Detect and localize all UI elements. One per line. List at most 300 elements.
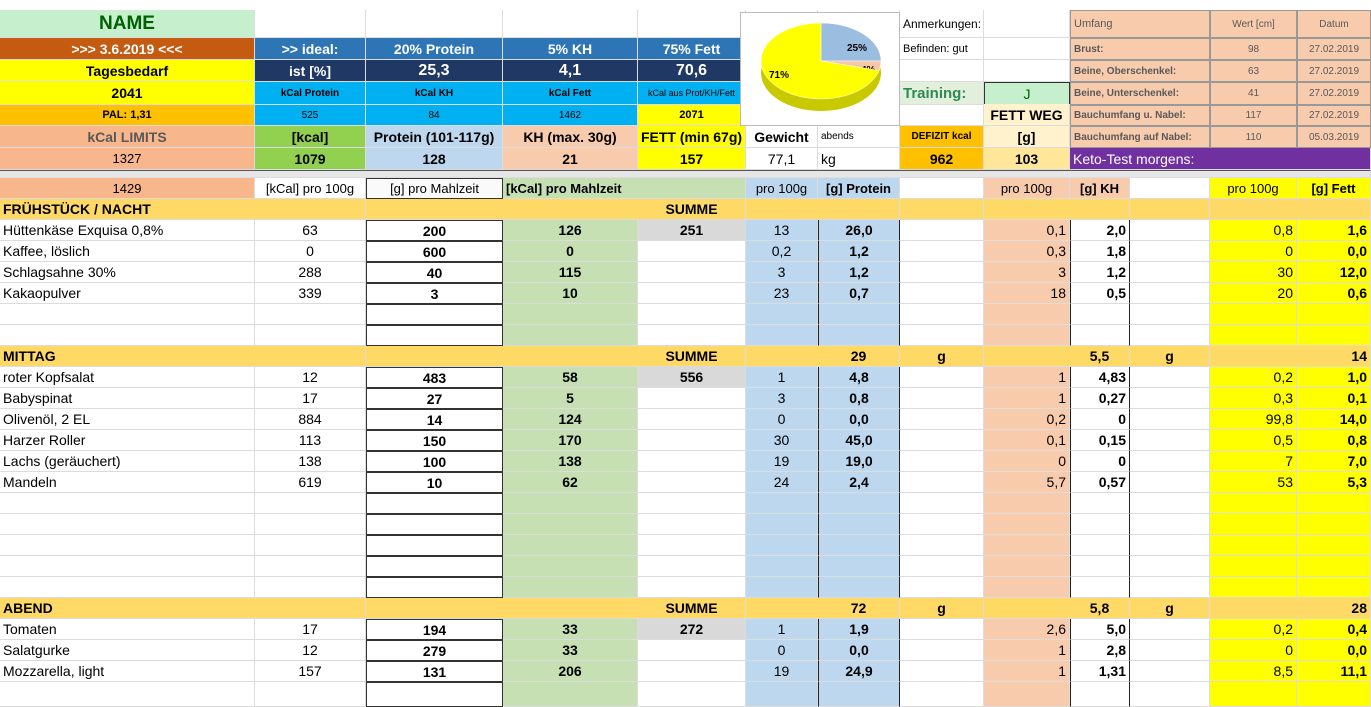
header-pro100-f[interactable]: pro 100g — [1210, 178, 1297, 199]
column-fill[interactable] — [984, 514, 1070, 535]
grid-cell[interactable] — [638, 556, 746, 577]
food-fett-100g[interactable]: 53 — [1210, 472, 1297, 493]
column-fill[interactable] — [984, 304, 1070, 325]
food-kh-100g[interactable]: 1 — [984, 661, 1070, 682]
food-kh-100g[interactable]: 18 — [984, 283, 1070, 304]
column-fill[interactable] — [984, 325, 1070, 346]
food-sum[interactable]: 556 — [638, 367, 746, 388]
kcal-fett-label[interactable]: kCal Fett — [503, 82, 638, 105]
grid-cell[interactable] — [900, 430, 984, 451]
grid-cell[interactable] — [900, 105, 984, 126]
grid-cell[interactable] — [1130, 388, 1210, 409]
measure-wert[interactable]: 110 — [1210, 126, 1297, 148]
ideal-label[interactable]: >> ideal: — [255, 38, 366, 60]
food-kh[interactable]: 0 — [1070, 451, 1130, 472]
grid-cell[interactable] — [1130, 241, 1210, 262]
food-protein[interactable]: 26,0 — [818, 220, 900, 241]
food-fett[interactable]: 0,4 — [1297, 619, 1371, 640]
food-fett[interactable]: 14,0 — [1297, 409, 1371, 430]
food-protein-100g[interactable]: 19 — [746, 451, 818, 472]
column-fill[interactable] — [746, 535, 818, 556]
measure-wert[interactable]: 98 — [1210, 38, 1297, 60]
grid-cell[interactable] — [1130, 304, 1210, 325]
food-name[interactable]: Harzer Roller — [0, 430, 255, 451]
column-fill[interactable] — [503, 514, 638, 535]
column-fill[interactable] — [1297, 535, 1371, 556]
food-kcal[interactable]: 170 — [503, 430, 638, 451]
food-fett[interactable]: 5,3 — [1297, 472, 1371, 493]
food-kcal-100g[interactable]: 113 — [255, 430, 366, 451]
column-fill[interactable] — [1297, 325, 1371, 346]
grid-cell[interactable] — [0, 493, 255, 514]
grid-cell[interactable] — [900, 60, 984, 82]
kh-column[interactable] — [1070, 535, 1130, 556]
food-fett[interactable]: 0,8 — [1297, 430, 1371, 451]
grams-column[interactable] — [366, 556, 503, 577]
column-fill[interactable] — [1297, 514, 1371, 535]
abends-label[interactable]: abends — [818, 126, 900, 148]
food-protein[interactable]: 0,0 — [818, 409, 900, 430]
grams-column[interactable] — [366, 325, 503, 346]
protein-column[interactable] — [818, 535, 900, 556]
food-name[interactable]: Hüttenkäse Exquisa 0,8% — [0, 220, 255, 241]
fett-min[interactable]: FETT (min 67g) — [638, 126, 746, 148]
kcal-protein[interactable]: 525 — [255, 105, 366, 126]
food-name[interactable]: Mozzarella, light — [0, 661, 255, 682]
grams-column[interactable] — [366, 493, 503, 514]
grid-cell[interactable] — [900, 451, 984, 472]
grid-cell[interactable] — [900, 472, 984, 493]
food-kh-100g[interactable]: 2,6 — [984, 619, 1070, 640]
protein-value[interactable]: 128 — [366, 148, 503, 170]
grid-cell[interactable] — [1130, 682, 1210, 707]
kh-max[interactable]: KH (max. 30g) — [503, 126, 638, 148]
grid-cell[interactable] — [900, 661, 984, 682]
section-g-unit[interactable]: g — [1130, 598, 1210, 619]
fett-value[interactable]: 157 — [638, 148, 746, 170]
food-fett[interactable]: 0,1 — [1297, 388, 1371, 409]
grid-cell[interactable] — [0, 535, 255, 556]
measure-wert[interactable]: 41 — [1210, 82, 1297, 105]
food-fett[interactable]: 0,0 — [1297, 640, 1371, 661]
column-fill[interactable] — [746, 577, 818, 598]
gewicht-label[interactable]: Gewicht — [746, 126, 818, 148]
food-kh[interactable]: 0,57 — [1070, 472, 1130, 493]
section-g-unit[interactable]: g — [1130, 346, 1210, 367]
food-kh-100g[interactable]: 0,3 — [984, 241, 1070, 262]
kcal-unit[interactable]: [kcal] — [255, 126, 366, 148]
food-grams[interactable]: 131 — [366, 661, 503, 682]
food-kcal-100g[interactable]: 157 — [255, 661, 366, 682]
food-grams[interactable]: 200 — [366, 220, 503, 241]
measure-datum[interactable]: 27.02.2019 — [1297, 60, 1371, 82]
kcal-total[interactable]: 2071 — [638, 105, 746, 126]
column-fill[interactable] — [503, 556, 638, 577]
spacer-row[interactable] — [0, 170, 1371, 178]
grid-cell[interactable] — [900, 367, 984, 388]
header-umfang[interactable]: Umfang — [1070, 10, 1210, 38]
food-kh[interactable]: 2,8 — [1070, 640, 1130, 661]
food-kh[interactable]: 1,31 — [1070, 661, 1130, 682]
grid-cell[interactable] — [1130, 535, 1210, 556]
grid-cell[interactable] — [900, 535, 984, 556]
food-kcal-100g[interactable]: 63 — [255, 220, 366, 241]
header-g-mahl[interactable]: [g] pro Mahlzeit — [366, 178, 503, 199]
column-fill[interactable] — [1297, 556, 1371, 577]
grid-cell[interactable] — [0, 682, 255, 707]
grid-cell[interactable] — [638, 514, 746, 535]
header-kh[interactable]: [g] KH — [1070, 178, 1130, 199]
column-fill[interactable] — [984, 493, 1070, 514]
grid-cell[interactable] — [255, 577, 366, 598]
protein-column[interactable] — [818, 514, 900, 535]
food-name[interactable]: Lachs (geräuchert) — [0, 451, 255, 472]
section-g-unit[interactable] — [1130, 199, 1210, 220]
grid-cell[interactable] — [900, 514, 984, 535]
food-protein[interactable]: 1,2 — [818, 262, 900, 283]
column-fill[interactable] — [984, 535, 1070, 556]
fett-weg-label[interactable]: FETT WEG — [984, 104, 1070, 126]
befinden[interactable]: Befinden: gut — [900, 38, 1070, 60]
grid-cell[interactable] — [1130, 640, 1210, 661]
measure-name[interactable]: Brust: — [1070, 38, 1210, 60]
food-protein-100g[interactable]: 0 — [746, 640, 818, 661]
grid-cell[interactable] — [900, 409, 984, 430]
header-fett[interactable]: [g] Fett — [1297, 178, 1371, 199]
kcal-kh[interactable]: 84 — [366, 105, 503, 126]
limits-label[interactable]: kCal LIMITS — [0, 126, 255, 148]
food-kh-100g[interactable]: 1 — [984, 640, 1070, 661]
measure-datum[interactable]: 27.02.2019 — [1297, 82, 1371, 105]
food-kh-100g[interactable]: 0,1 — [984, 220, 1070, 241]
food-kcal[interactable]: 115 — [503, 262, 638, 283]
section-summe[interactable]: SUMME — [638, 598, 746, 619]
grid-cell[interactable] — [255, 682, 366, 707]
section-fett-total[interactable]: 28 — [1297, 598, 1371, 619]
food-kcal-100g[interactable]: 0 — [255, 241, 366, 262]
measure-wert[interactable]: 63 — [1210, 60, 1297, 82]
food-kcal[interactable]: 0 — [503, 241, 638, 262]
food-kcal-100g[interactable]: 138 — [255, 451, 366, 472]
food-kh-100g[interactable]: 0 — [984, 451, 1070, 472]
tagesbedarf-value[interactable]: 2041 — [0, 82, 255, 105]
column-fill[interactable] — [746, 304, 818, 325]
grid-cell[interactable] — [0, 577, 255, 598]
column-fill[interactable] — [746, 556, 818, 577]
food-kcal[interactable]: 62 — [503, 472, 638, 493]
ist-protein[interactable]: 25,3 — [366, 60, 503, 82]
column-fill[interactable] — [746, 682, 818, 707]
grams-column[interactable] — [366, 682, 503, 707]
tagesbedarf-label[interactable]: Tagesbedarf — [0, 60, 255, 82]
grid-cell[interactable] — [638, 241, 746, 262]
food-protein[interactable]: 0,7 — [818, 283, 900, 304]
header-kcal100[interactable]: [kCal] pro 100g — [255, 178, 366, 199]
food-name[interactable]: Kakaopulver — [0, 283, 255, 304]
ist-fett[interactable]: 70,6 — [638, 60, 746, 82]
keto-test[interactable]: Keto-Test morgens: — [1070, 148, 1371, 170]
grid-cell[interactable] — [1130, 430, 1210, 451]
column-fill[interactable] — [503, 577, 638, 598]
kh-column[interactable] — [1070, 325, 1130, 346]
food-protein[interactable]: 0,8 — [818, 388, 900, 409]
food-protein[interactable]: 1,9 — [818, 619, 900, 640]
food-protein-100g[interactable]: 1 — [746, 367, 818, 388]
measure-name[interactable]: Beine, Oberschenkel: — [1070, 60, 1210, 82]
kcal-total-label[interactable]: kCal aus Prot/KH/Fett — [638, 82, 746, 105]
food-grams[interactable]: 600 — [366, 241, 503, 262]
header-wert[interactable]: Wert [cm] — [1210, 10, 1297, 38]
measure-wert[interactable]: 117 — [1210, 105, 1297, 126]
grid-cell[interactable] — [638, 535, 746, 556]
grid-cell[interactable] — [638, 472, 746, 493]
grid-cell[interactable] — [900, 493, 984, 514]
fett-weg-unit[interactable]: [g] — [984, 126, 1070, 148]
food-kh[interactable]: 0,15 — [1070, 430, 1130, 451]
protein-column[interactable] — [818, 556, 900, 577]
food-fett[interactable]: 1,6 — [1297, 220, 1371, 241]
grid-cell[interactable] — [900, 325, 984, 346]
food-kcal[interactable]: 124 — [503, 409, 638, 430]
grid-cell[interactable] — [900, 220, 984, 241]
food-name[interactable]: Schlagsahne 30% — [0, 262, 255, 283]
ideal-fett[interactable]: 75% Fett — [638, 38, 746, 60]
kcal-value[interactable]: 1079 — [255, 148, 366, 170]
food-kh[interactable]: 1,8 — [1070, 241, 1130, 262]
food-protein[interactable]: 4,8 — [818, 367, 900, 388]
fett-weg-value[interactable]: 103 — [984, 148, 1070, 170]
food-kcal-100g[interactable]: 884 — [255, 409, 366, 430]
column-fill[interactable] — [1210, 304, 1297, 325]
food-name[interactable]: Olivenöl, 2 EL — [0, 409, 255, 430]
grid-cell[interactable] — [900, 577, 984, 598]
grid-cell[interactable] — [638, 262, 746, 283]
grid-cell[interactable] — [638, 283, 746, 304]
food-kcal[interactable]: 10 — [503, 283, 638, 304]
column-fill[interactable] — [503, 535, 638, 556]
pal-cell[interactable]: PAL: 1,31 — [0, 105, 255, 126]
food-protein[interactable]: 19,0 — [818, 451, 900, 472]
food-fett-100g[interactable]: 0,2 — [1210, 619, 1297, 640]
section-kh-total[interactable] — [1070, 199, 1130, 220]
section-summe[interactable]: SUMME — [638, 346, 746, 367]
food-protein-100g[interactable]: 19 — [746, 661, 818, 682]
grid-cell[interactable] — [1130, 220, 1210, 241]
grid-cell[interactable] — [1130, 178, 1210, 199]
section-fett-total[interactable] — [1297, 199, 1371, 220]
column-fill[interactable] — [984, 682, 1070, 707]
grid-cell[interactable] — [0, 556, 255, 577]
column-fill[interactable] — [1210, 556, 1297, 577]
column-fill[interactable] — [984, 577, 1070, 598]
grams-column[interactable] — [366, 514, 503, 535]
column-fill[interactable] — [1210, 493, 1297, 514]
defizit-label[interactable]: DEFIZIT kcal — [900, 126, 984, 148]
food-kcal[interactable]: 206 — [503, 661, 638, 682]
food-kcal-100g[interactable]: 619 — [255, 472, 366, 493]
kh-column[interactable] — [1070, 304, 1130, 325]
food-kcal-100g[interactable]: 288 — [255, 262, 366, 283]
grid-cell[interactable] — [1130, 514, 1210, 535]
food-grams[interactable]: 100 — [366, 451, 503, 472]
food-fett-100g[interactable]: 7 — [1210, 451, 1297, 472]
food-name[interactable]: roter Kopfsalat — [0, 367, 255, 388]
measure-datum[interactable]: 27.02.2019 — [1297, 105, 1371, 126]
section-title[interactable]: FRÜHSTÜCK / NACHT — [0, 199, 366, 220]
column-fill[interactable] — [1210, 514, 1297, 535]
section-g-unit[interactable]: g — [900, 598, 984, 619]
section-protein-total[interactable]: 29 — [818, 346, 900, 367]
grid-cell[interactable] — [638, 430, 746, 451]
food-kh-100g[interactable]: 1 — [984, 388, 1070, 409]
measure-name[interactable]: Bauchumfang auf Nabel: — [1070, 126, 1210, 148]
protein-column[interactable] — [818, 325, 900, 346]
column-fill[interactable] — [984, 556, 1070, 577]
kh-column[interactable] — [1070, 682, 1130, 707]
food-fett-100g[interactable]: 0,8 — [1210, 220, 1297, 241]
food-protein-100g[interactable]: 3 — [746, 388, 818, 409]
food-kcal[interactable]: 5 — [503, 388, 638, 409]
protein-column[interactable] — [818, 304, 900, 325]
kcal-kh-label[interactable]: kCal KH — [366, 82, 503, 105]
food-kcal[interactable]: 33 — [503, 619, 638, 640]
food-protein-100g[interactable]: 13 — [746, 220, 818, 241]
grams-column[interactable] — [366, 304, 503, 325]
food-sum[interactable]: 272 — [638, 619, 746, 640]
food-kcal-100g[interactable]: 339 — [255, 283, 366, 304]
section-summe[interactable]: SUMME — [638, 199, 746, 220]
food-grams[interactable]: 483 — [366, 367, 503, 388]
grid-cell[interactable] — [638, 493, 746, 514]
grid-cell[interactable] — [900, 304, 984, 325]
food-kh[interactable]: 0,5 — [1070, 283, 1130, 304]
grid-cell[interactable] — [1130, 493, 1210, 514]
grid-cell[interactable] — [638, 304, 746, 325]
food-fett-100g[interactable]: 0,2 — [1210, 367, 1297, 388]
food-sum[interactable]: 251 — [638, 220, 746, 241]
grid-cell[interactable] — [1130, 409, 1210, 430]
food-protein-100g[interactable]: 0 — [746, 409, 818, 430]
food-fett[interactable]: 1,0 — [1297, 367, 1371, 388]
grid-cell[interactable] — [1130, 472, 1210, 493]
food-fett-100g[interactable]: 99,8 — [1210, 409, 1297, 430]
food-fett-100g[interactable]: 8,5 — [1210, 661, 1297, 682]
column-fill[interactable] — [1210, 535, 1297, 556]
protein-column[interactable] — [818, 493, 900, 514]
column-fill[interactable] — [503, 304, 638, 325]
food-kh[interactable]: 4,83 — [1070, 367, 1130, 388]
grid-cell[interactable] — [1130, 283, 1210, 304]
grid-cell[interactable] — [0, 514, 255, 535]
grid-cell[interactable] — [638, 325, 746, 346]
food-kcal[interactable]: 126 — [503, 220, 638, 241]
section-title[interactable]: ABEND — [0, 598, 366, 619]
grid-cell[interactable] — [900, 682, 984, 707]
food-grams[interactable]: 150 — [366, 430, 503, 451]
header-datum[interactable]: Datum — [1297, 10, 1371, 38]
grid-cell[interactable] — [1130, 619, 1210, 640]
food-protein[interactable]: 24,9 — [818, 661, 900, 682]
kh-column[interactable] — [1070, 493, 1130, 514]
grid-cell[interactable] — [638, 577, 746, 598]
food-kcal-100g[interactable]: 17 — [255, 388, 366, 409]
food-kh[interactable]: 5,0 — [1070, 619, 1130, 640]
column-fill[interactable] — [1297, 577, 1371, 598]
food-protein-100g[interactable]: 0,2 — [746, 241, 818, 262]
measure-datum[interactable]: 27.02.2019 — [1297, 38, 1371, 60]
food-name[interactable]: Kaffee, löslich — [0, 241, 255, 262]
header-pro100-p[interactable]: pro 100g — [746, 178, 818, 199]
section-protein-total[interactable]: 72 — [818, 598, 900, 619]
food-grams[interactable]: 279 — [366, 640, 503, 661]
food-fett-100g[interactable]: 30 — [1210, 262, 1297, 283]
food-kcal[interactable]: 138 — [503, 451, 638, 472]
food-fett-100g[interactable]: 0 — [1210, 640, 1297, 661]
date-cell[interactable]: >>> 3.6.2019 <<< — [0, 38, 255, 60]
column-fill[interactable] — [1210, 682, 1297, 707]
kh-column[interactable] — [1070, 577, 1130, 598]
food-protein-100g[interactable]: 1 — [746, 619, 818, 640]
grid-cell[interactable] — [900, 640, 984, 661]
food-name[interactable]: Babyspinat — [0, 388, 255, 409]
ist-label[interactable]: ist [%] — [255, 60, 366, 82]
food-kcal[interactable]: 58 — [503, 367, 638, 388]
grid-cell[interactable] — [900, 241, 984, 262]
grid-cell[interactable] — [255, 10, 366, 38]
food-name[interactable]: Mandeln — [0, 472, 255, 493]
name-cell[interactable]: NAME — [0, 10, 255, 38]
food-protein-100g[interactable]: 23 — [746, 283, 818, 304]
food-kh[interactable]: 2,0 — [1070, 220, 1130, 241]
section-kh-total[interactable]: 5,5 — [1070, 346, 1130, 367]
grams-column[interactable] — [366, 535, 503, 556]
food-kh[interactable]: 1,2 — [1070, 262, 1130, 283]
food-kcal-100g[interactable]: 12 — [255, 640, 366, 661]
food-kcal-100g[interactable]: 12 — [255, 367, 366, 388]
food-kh[interactable]: 0 — [1070, 409, 1130, 430]
food-fett-100g[interactable]: 0,5 — [1210, 430, 1297, 451]
limit-2[interactable]: 1429 — [0, 178, 255, 199]
kcal-protein-label[interactable]: kCal Protein — [255, 82, 366, 105]
food-kh-100g[interactable]: 5,7 — [984, 472, 1070, 493]
grid-cell[interactable] — [638, 661, 746, 682]
section-fett-total[interactable]: 14 — [1297, 346, 1371, 367]
grid-cell[interactable] — [638, 451, 746, 472]
grid-cell[interactable] — [1130, 661, 1210, 682]
column-fill[interactable] — [503, 325, 638, 346]
food-name[interactable]: Tomaten — [0, 619, 255, 640]
food-fett[interactable]: 11,1 — [1297, 661, 1371, 682]
food-protein[interactable]: 1,2 — [818, 241, 900, 262]
food-kh-100g[interactable]: 0,2 — [984, 409, 1070, 430]
food-kcal[interactable]: 33 — [503, 640, 638, 661]
section-g-unit[interactable] — [900, 199, 984, 220]
training-label[interactable]: Training: — [900, 82, 984, 105]
grid-cell[interactable] — [0, 304, 255, 325]
food-kh-100g[interactable]: 3 — [984, 262, 1070, 283]
food-grams[interactable]: 10 — [366, 472, 503, 493]
grid-cell[interactable] — [638, 388, 746, 409]
protein-range[interactable]: Protein (101-117g) — [366, 126, 503, 148]
protein-column[interactable] — [818, 682, 900, 707]
grid-cell[interactable] — [638, 409, 746, 430]
grid-cell[interactable] — [638, 10, 746, 38]
grid-cell[interactable] — [1130, 262, 1210, 283]
section-title[interactable]: MITTAG — [0, 346, 366, 367]
food-fett[interactable]: 0,0 — [1297, 241, 1371, 262]
column-fill[interactable] — [503, 682, 638, 707]
grid-cell[interactable] — [255, 493, 366, 514]
